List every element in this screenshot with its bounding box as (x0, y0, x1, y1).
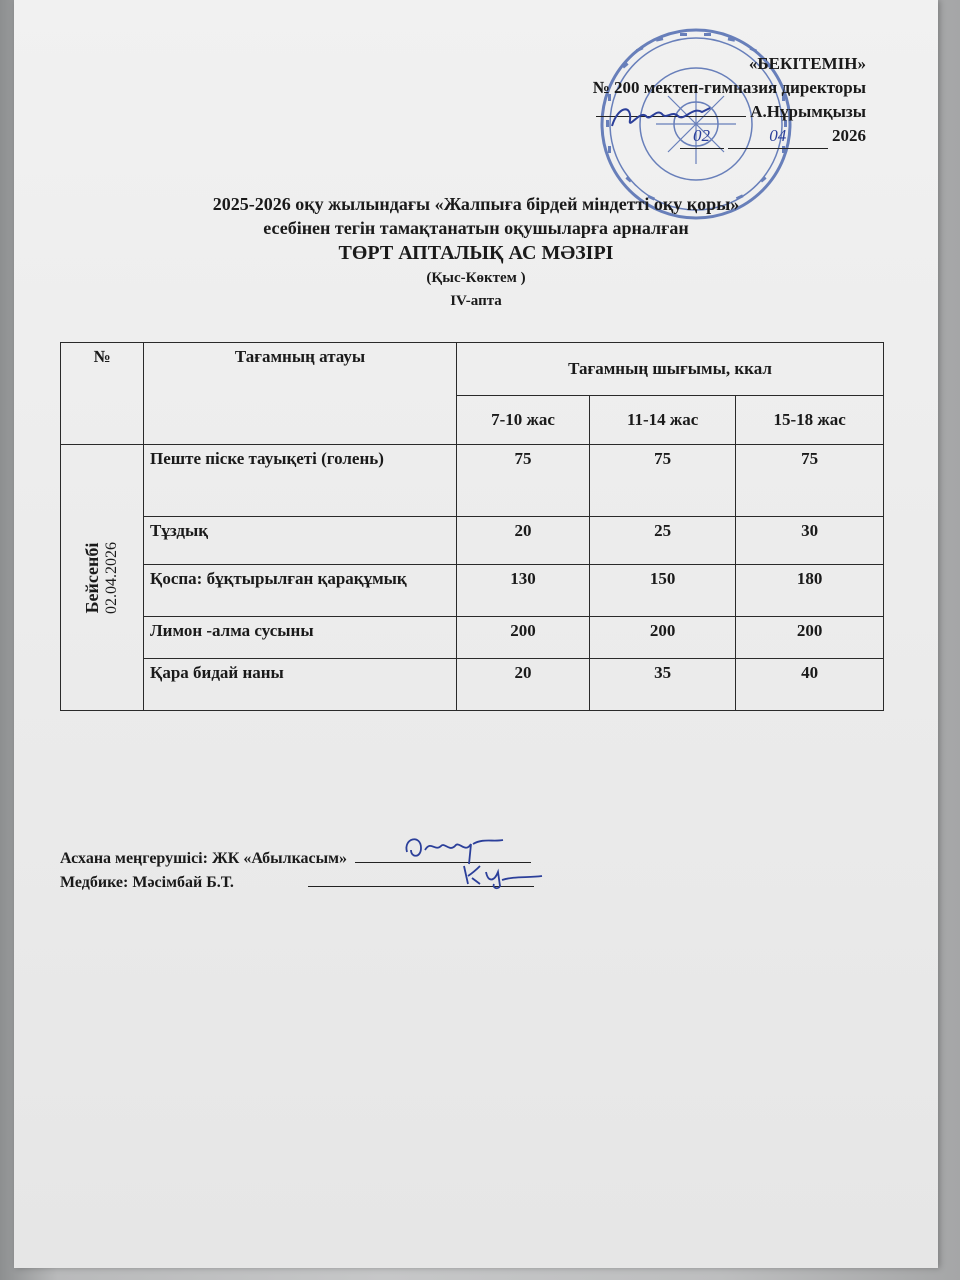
approval-day: 02 (680, 124, 724, 149)
title-line-1: 2025-2026 оқу жылындағы «Жалпыға бірдей міндетті оқу қоры» (212, 194, 740, 214)
dish-name: Тұздық (144, 517, 457, 565)
header-number: № (61, 343, 144, 445)
kcal-7-10: 20 (457, 517, 590, 565)
header-kcal: Тағамның шығымы, ккал (457, 343, 884, 396)
kcal-7-10: 130 (457, 565, 590, 617)
day-name: Бейсенбі (82, 542, 102, 613)
title-line-2: есебінен тегін тамақтанатын оқушыларға арналған (263, 218, 689, 238)
kcal-11-14: 200 (590, 617, 736, 659)
day-date: 02.04.2026 (103, 541, 120, 614)
dish-name: Қара бидай наны (144, 659, 457, 711)
day-label (82, 542, 122, 614)
kcal-15-18: 180 (736, 565, 884, 617)
approval-position: № 200 мектеп-гимназия директоры (592, 78, 866, 97)
nurse-signature-line (308, 870, 534, 887)
table-header-row (61, 343, 884, 396)
approval-heading: «БЕКІТЕМІН» (748, 54, 866, 73)
day-cell (61, 445, 144, 711)
director-signature-line (596, 116, 746, 117)
table-row (61, 565, 884, 617)
director-name: А.Нұрымқызы (750, 102, 866, 121)
kcal-11-14: 25 (590, 517, 736, 565)
header-age-2: 11-14 жас (590, 396, 736, 445)
dish-name: Лимон -алма сусыны (144, 617, 457, 659)
kcal-15-18: 75 (736, 445, 884, 517)
table-row (61, 659, 884, 711)
kcal-11-14: 75 (590, 445, 736, 517)
title-line-3: ТӨРТ АПТАЛЫҚ АС МӘЗІРІ (338, 242, 614, 264)
kcal-7-10: 200 (457, 617, 590, 659)
nurse-signature-icon (458, 860, 548, 890)
table-row (61, 445, 884, 517)
kcal-11-14: 150 (590, 565, 736, 617)
approval-month: 04 (728, 124, 828, 149)
kcal-15-18: 30 (736, 517, 884, 565)
document-sheet (14, 0, 938, 1268)
cook-label: Асхана меңгерушісі: ЖК «Абылкасым» (60, 850, 348, 867)
dish-name: Қоспа: бұқтырылған қарақұмық (144, 565, 457, 617)
document-title (14, 192, 938, 312)
header-age-3: 15-18 жас (736, 396, 884, 445)
nurse-label: Медбике: Мәсімбай Б.Т. (60, 874, 234, 891)
director-signature-icon (606, 98, 716, 138)
approval-year: 2026 (832, 126, 866, 145)
kcal-15-18: 40 (736, 659, 884, 711)
approval-name-line (593, 100, 866, 124)
nurse-signature-row (60, 870, 534, 894)
table-row (61, 517, 884, 565)
kcal-11-14: 35 (590, 659, 736, 711)
title-week: IV-апта (450, 293, 502, 309)
footer-signatures (60, 846, 534, 894)
kcal-7-10: 75 (457, 445, 590, 517)
kcal-7-10: 20 (457, 659, 590, 711)
kcal-15-18: 200 (736, 617, 884, 659)
header-dish-name: Тағамның атауы (144, 343, 457, 445)
table-row (61, 617, 884, 659)
title-season: (Қыс-Көктем ) (426, 270, 526, 286)
menu-table (60, 342, 884, 711)
approval-block (593, 52, 866, 149)
dish-name: Пеште піске тауықеті (голень) (144, 445, 457, 517)
header-age-1: 7-10 жас (457, 396, 590, 445)
